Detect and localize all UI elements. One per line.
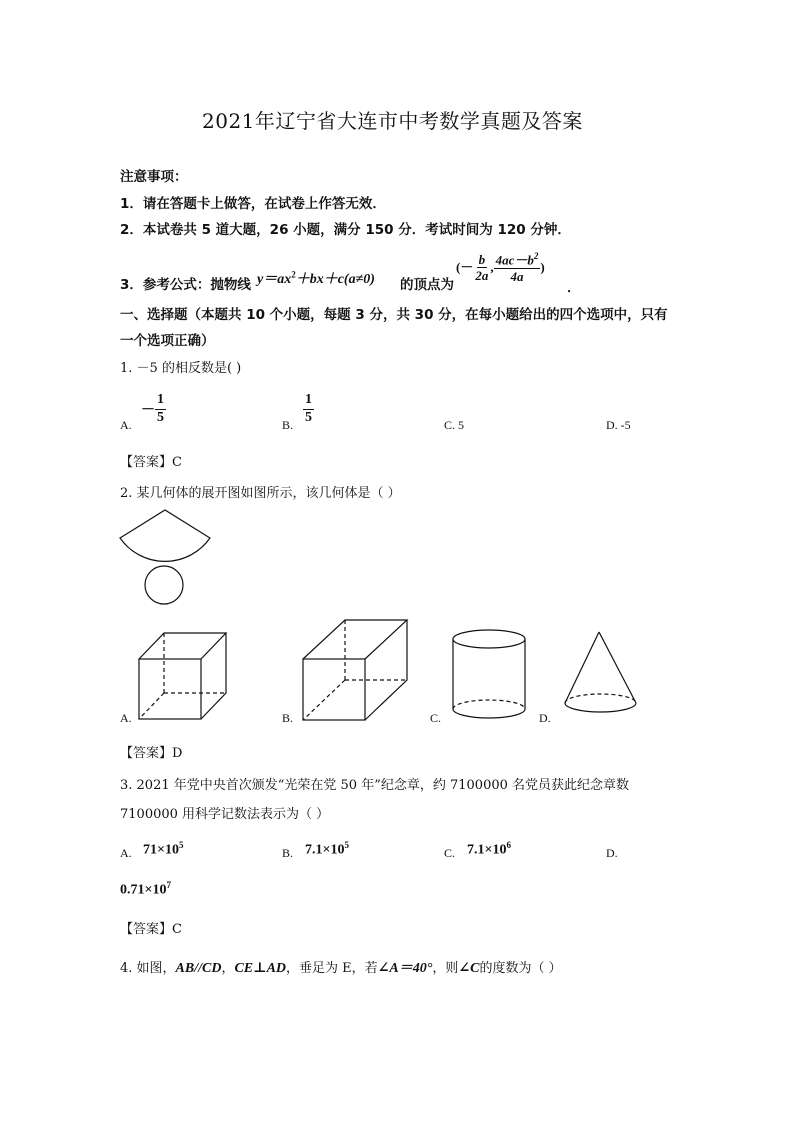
q1-answer: 【答案】C: [120, 455, 182, 470]
section-heading-line-1: 一、选择题（本题共 10 个小题，每题 3 分，共 30 分，在每小题给出的四个选项中，只有: [120, 307, 668, 323]
q2-option-c-label: C.: [430, 711, 442, 725]
vertex-formula: (－ $\frac{b}{2a}$ , $\frac{4ac-b^2}{4a}$ ): [456, 251, 545, 284]
parabola-formula: $y=ax^2+bx+c(a\ne 0)$: [257, 269, 375, 287]
net-sector: [120, 510, 210, 561]
section-heading-line-2: 一个选项正确）: [120, 333, 215, 349]
notes-item-1: 1．请在答题卡上做答，在试卷上作答无效．: [120, 196, 386, 212]
q3-option-c-value: $7.1\times 10^6$: [467, 840, 511, 858]
notes-item-3-end: ．: [567, 280, 581, 296]
q3-option-d-value: $0.71\times 10^7$: [120, 880, 171, 898]
q2-option-b-label: B.: [282, 711, 294, 725]
notes-item-3-mid: 的顶点为: [400, 277, 454, 293]
notes-item-3-prefix: 3．参考公式：抛物线: [120, 277, 251, 293]
q2-stem: 2. 某几何体的展开图如图所示，该几何体是（ ）: [120, 486, 401, 501]
q3-stem-line-2: 7100000 用科学记数法表示为（ ）: [120, 807, 330, 822]
q3-option-d-label: D.: [606, 846, 618, 860]
cube-figure: [136, 630, 232, 722]
q3-option-b-value: $7.1\times 10^5$: [305, 840, 349, 858]
cone-net-figure: [115, 505, 215, 605]
q4-stem: 4. 如图，AB//CD，CE⊥AD，垂足为 E，若∠A＝40°，则∠C的度数为（ ）: [120, 961, 562, 976]
q1-option-a-label: A.: [120, 418, 132, 432]
q3-stem-line-1: 3. 2021 年党中央首次颁发“光荣在党 50 年”纪念章，约 7100000 名党员获此纪念章数: [120, 778, 630, 793]
q1-stem: 1. －5 的相反数是( ): [120, 361, 242, 376]
cuboid-figure: [300, 617, 410, 723]
notes-item-2: 2．本试卷共 5 道大题，26 小题，满分 150 分．考试时间为 120 分钟．: [120, 222, 571, 238]
q2-answer: 【答案】D: [120, 746, 183, 761]
q1-option-b-value: $\frac{1}{5}$: [305, 392, 312, 425]
q3-answer: 【答案】C: [120, 922, 182, 937]
notes-heading: 注意事项：: [120, 169, 188, 185]
cylinder-figure: [449, 627, 529, 725]
q2-option-d-label: D.: [539, 711, 551, 725]
q3-option-b-label: B.: [282, 846, 294, 860]
q2-option-a-label: A.: [120, 711, 132, 725]
cone-figure: [561, 628, 641, 720]
net-circle: [145, 566, 183, 604]
q3-option-a-value: $71\times 10^5$: [143, 840, 184, 858]
q1-option-d: D. -5: [606, 418, 631, 432]
q1-option-a-value: － $\frac{1}{5}$: [141, 392, 164, 425]
q1-option-b-label: B.: [282, 418, 294, 432]
q3-option-a-label: A.: [120, 846, 132, 860]
q3-option-c-label: C.: [444, 846, 456, 860]
q1-option-c: C. 5: [444, 418, 465, 432]
page-title: 2021年辽宁省大连市中考数学真题及答案: [202, 109, 583, 133]
